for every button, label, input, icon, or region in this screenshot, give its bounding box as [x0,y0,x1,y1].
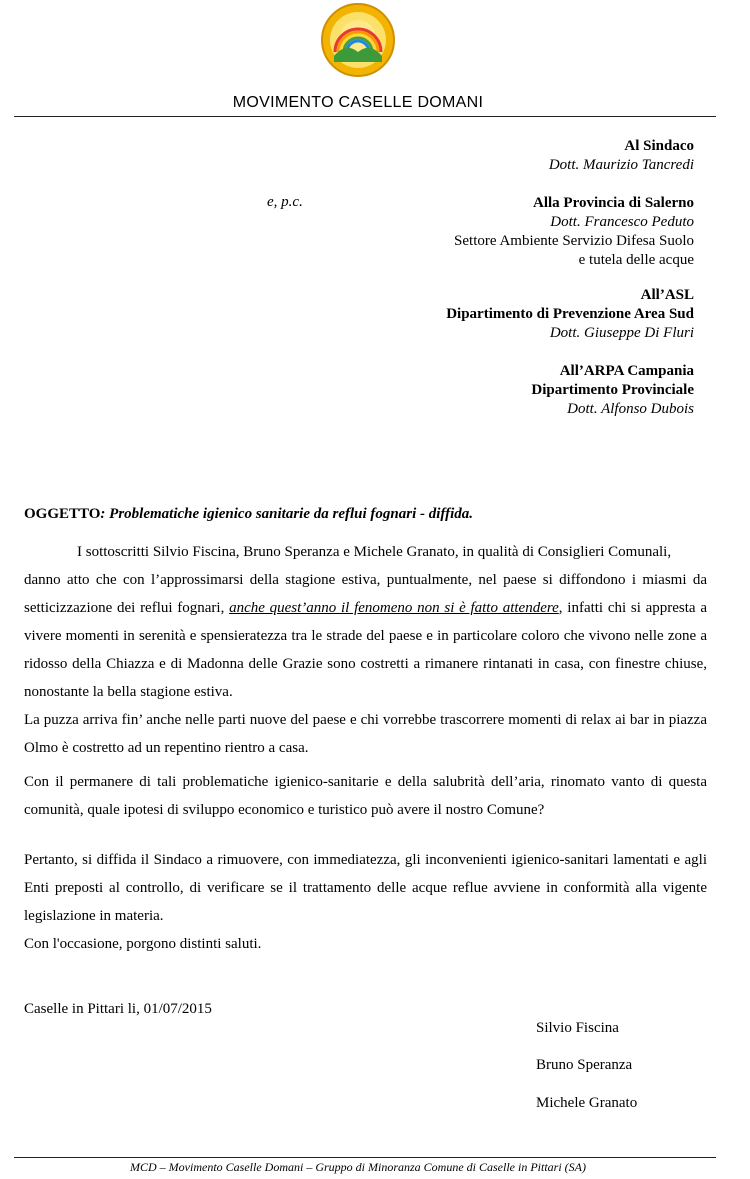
recipient-arpa [531,362,694,419]
signature-name: Bruno Speranza [536,1057,633,1073]
subject-line [24,506,473,523]
paragraph-question: Con il permanere di tali problematiche igienico-sanitarie e della salubrità dell’aria, rinomato vanto di questa comunità, quale ipotesi di sviluppo economico e turistico può avere il nostro Comune? [24,774,707,818]
paragraph-complaint [24,566,707,706]
subject-text: : Problematiche igienico sanitarie da reflui fognari - diffida. [100,506,474,522]
complaint-emphasis: anche quest’anno il fenomeno non si è fatto attendere [229,600,559,616]
paragraph-diffida: Pertanto, si diffida il Sindaco a rimuovere, con immediatezza, gli inconvenienti igienico-sanitari lamentati e agli Enti preposti al controllo, di verificare se il trattamento delle acque reflue avviene in conformità alla vigente legislazione in materia. [24,852,707,924]
organization-name: MOVIMENTO CASELLE DOMANI [232,94,484,111]
recipient-title: Alla Provincia di Salerno [533,195,694,211]
complaint-text: danno atto che con l’approssimarsi della stagione estiva, puntualmente, nel paese si diffondono i miasmi da setticizzazione dei reflui fognari, [24,572,707,616]
paragraph-intro: I sottoscritti Silvio Fiscina, Bruno Speranza e Michele Granato, in qualità di Consiglieri Comunali, [77,544,672,560]
recipient-name: Dott. Maurizio Tancredi [548,157,694,173]
organization-logo [320,2,396,78]
recipient-name: Dott. Francesco Peduto [550,214,694,230]
letter-body [24,538,707,958]
recipient-name: Dott. Giuseppe Di Fluri [549,325,694,341]
recipient-title: All’ARPA Campania [559,363,694,379]
recipient-dept: Dipartimento di Prevenzione Area Sud [446,306,694,322]
recipient-title: Al Sindaco [624,138,694,154]
header-divider [14,116,716,117]
paragraph-smell: La puzza arriva fin’ anche nelle parti nuove del paese e chi vorrebbe trascorrere momenti di relax ai bar in piazza Olmo è costretto ad un repentino rientro a casa. [24,712,707,756]
paragraph-closing: Con l'occasione, porgono distinti saluti. [24,936,262,952]
cc-label: e, p.c. [267,194,303,210]
footer-divider [14,1157,716,1158]
page-footer: MCD – Movimento Caselle Domani – Gruppo di Minoranza Comune di Caselle in Pittari (SA) [130,1160,586,1174]
signature-name: Silvio Fiscina [536,1020,619,1036]
recipient-asl [446,286,694,343]
recipient-sindaco [549,137,694,175]
complaint-text: , infatti chi si appresta a vivere momenti in serenità e spensieratezza tra le strade del paese e in particolare coloro che vivono nelle zone a ridosso della Chiazza e di Madonna delle Grazie sono costretti a rimanere rintanati in casa, con finestre chiuse, nonostante la bella stagione estiva. [24,600,707,700]
subject-label: OGGETTO [24,506,101,522]
recipient-office: Settore Ambiente Servizio Difesa Suolo [454,233,694,249]
signature-name: Michele Granato [536,1095,638,1111]
recipient-office: e tutela delle acque [578,252,694,268]
recipient-name: Dott. Alfonso Dubois [567,401,694,417]
place-date: Caselle in Pittari li, 01/07/2015 [24,1001,212,1017]
recipient-dept: Dipartimento Provinciale [531,382,694,398]
recipient-title: All’ASL [640,287,694,303]
recipient-provincia [454,194,694,270]
